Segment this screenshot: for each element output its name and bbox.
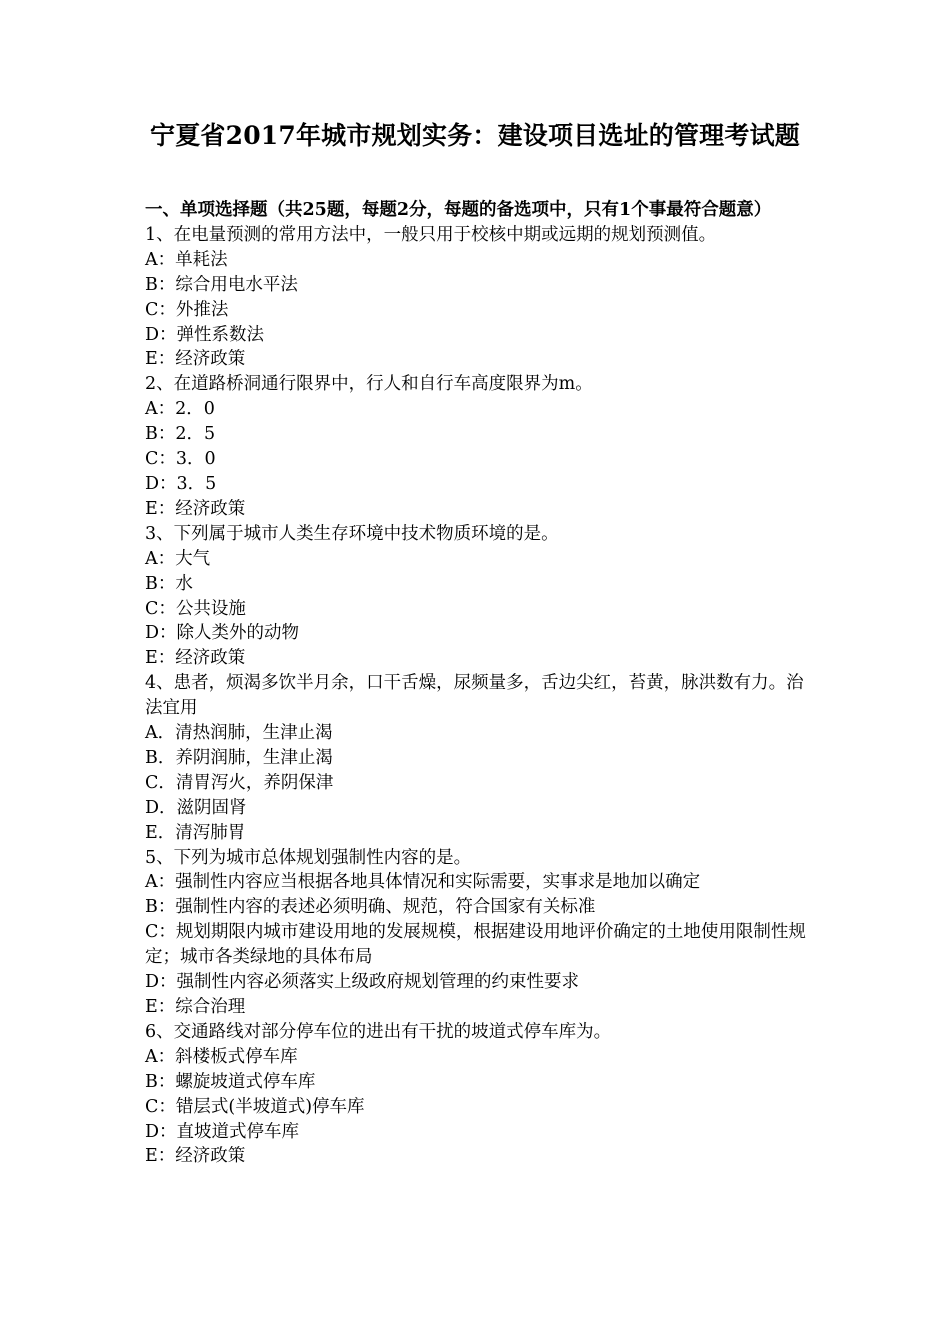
option-c: C：规划期限内城市建设用地的发展规模，根据建设用地评价确定的土地使用限制性规定；城市各类绿地的具体布局 — [145, 922, 806, 968]
question-stem: 5、下列为城市总体规划强制性内容的是。 — [145, 847, 472, 868]
question-4 — [145, 671, 810, 845]
option-c: C：错层式(半坡道式)停车库 — [145, 1096, 365, 1117]
question-6 — [145, 1020, 810, 1169]
question-stem: 3、下列属于城市人类生存环境中技术物质环境的是。 — [145, 523, 559, 544]
option-b: B：2．5 — [145, 424, 216, 445]
option-a: A：单耗法 — [145, 249, 228, 270]
question-3 — [145, 522, 810, 671]
option-b: B：强制性内容的表述必须明确、规范，符合国家有关标准 — [145, 897, 596, 918]
option-c: C．清胃泻火，养阴保津 — [145, 772, 334, 793]
option-a: A．清热润肺，生津止渴 — [145, 723, 333, 744]
question-stem: 6、交通路线对部分停车位的进出有干扰的坡道式停车库为。 — [145, 1021, 612, 1042]
option-c: C：3．0 — [145, 449, 216, 470]
option-e: E：经济政策 — [145, 648, 246, 669]
option-a: A：大气 — [145, 548, 211, 569]
question-5 — [145, 846, 810, 1020]
option-b: B：螺旋坡道式停车库 — [145, 1071, 316, 1092]
option-d: D：除人类外的动物 — [145, 623, 300, 644]
option-d: D：弹性系数法 — [145, 324, 265, 345]
option-e: E：经济政策 — [145, 498, 246, 519]
question-stem: 4、患者，烦渴多饮半月余，口干舌燥，尿频量多，舌边尖红，苔黄，脉洪数有力。治法宜用 — [145, 673, 804, 719]
option-d: D：直坡道式停车库 — [145, 1121, 300, 1142]
option-d: D．滋阴固肾 — [145, 797, 247, 818]
option-d: D：强制性内容必须落实上级政府规划管理的约束性要求 — [145, 972, 580, 993]
option-b: B：水 — [145, 573, 193, 594]
option-c: C：外推法 — [145, 299, 229, 320]
question-stem: 2、在道路桥洞通行限界中，行人和自行车高度限界为m。 — [145, 374, 593, 395]
question-2 — [145, 372, 810, 521]
document-title: 宁夏省2017年城市规划实务：建设项目选址的管理考试题 — [150, 121, 800, 150]
option-e: E：经济政策 — [145, 349, 246, 370]
option-a: A：2．0 — [145, 399, 215, 420]
option-b: B：综合用电水平法 — [145, 274, 298, 295]
option-d: D：3．5 — [145, 473, 217, 494]
document-body — [145, 198, 810, 1169]
question-1 — [145, 223, 810, 372]
option-b: B．养阴润肺，生津止渴 — [145, 747, 333, 768]
option-e: E．清泻肺胃 — [145, 822, 246, 843]
option-e: E：综合治理 — [145, 997, 246, 1017]
section-heading: 一、单项选择题（共25题，每题2分，每题的备选项中，只有1个事最符合题意） — [145, 200, 772, 220]
option-c: C：公共设施 — [145, 598, 246, 619]
question-stem: 1、在电量预测的常用方法中，一般只用于校核中期或远期的规划预测值。 — [145, 224, 717, 245]
option-a: A：斜楼板式停车库 — [145, 1046, 298, 1067]
option-e: E：经济政策 — [145, 1146, 246, 1167]
option-a: A：强制性内容应当根据各地具体情况和实际需要，实事求是地加以确定 — [145, 872, 701, 893]
